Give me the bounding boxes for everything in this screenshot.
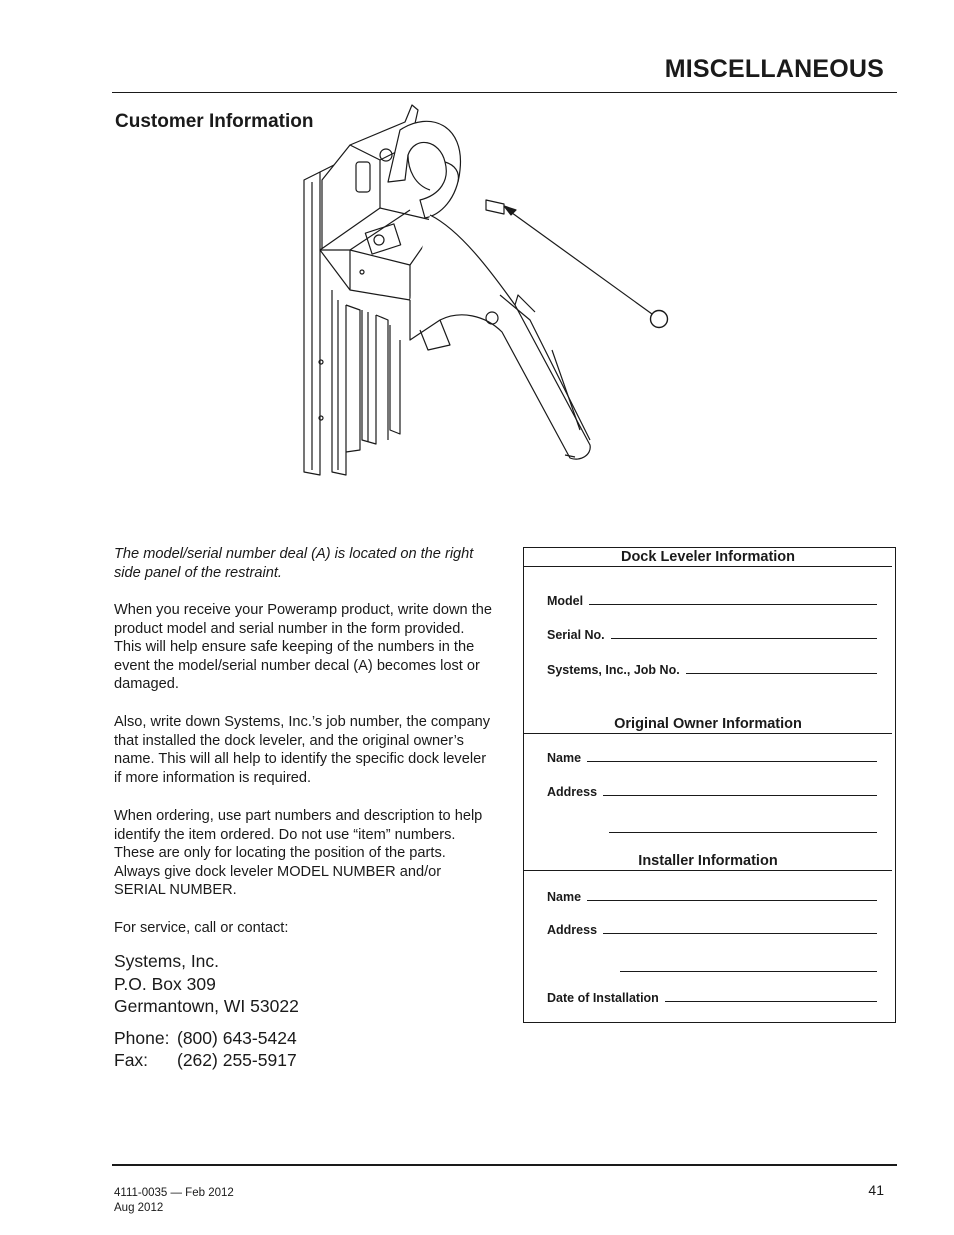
fax-row [114, 1049, 299, 1072]
serial-number-field[interactable] [547, 628, 877, 642]
dock-leveler-heading: Dock Leveler Information [524, 549, 892, 567]
service-text: For service, call or contact: [114, 920, 289, 936]
phone-label: Phone: [114, 1027, 170, 1048]
callout-circle-icon [651, 311, 668, 328]
installer-address-line-2[interactable] [620, 971, 877, 972]
doc-id: 4111-0035 — Feb 2012 [114, 1187, 234, 1199]
field-label: Serial No. [547, 628, 605, 642]
section-title: MISCELLANEOUS [664, 55, 884, 83]
contact-block [114, 950, 299, 1072]
owner-address-field[interactable] [547, 785, 877, 799]
figure-caption [114, 545, 494, 582]
model-field[interactable] [547, 594, 877, 608]
owner-name-field[interactable] [547, 751, 877, 765]
write-in-line[interactable] [611, 637, 877, 639]
revision-date: Aug 2012 [114, 1201, 164, 1214]
field-label: Name [547, 890, 582, 904]
phone-row [114, 1027, 299, 1050]
write-in-line[interactable] [589, 603, 877, 605]
phone-number: (800) 643-5424 [177, 1027, 297, 1048]
installation-date-field[interactable] [547, 991, 877, 1005]
write-in-line[interactable] [665, 1000, 877, 1002]
header-rule [112, 92, 897, 93]
document-number [114, 1186, 234, 1215]
field-label: Systems, Inc., Job No. [547, 663, 680, 677]
fax-label: Fax: [114, 1050, 149, 1070]
caption-text: The model/serial number deal (A) is located on the right side panel of the restraint. [114, 546, 474, 581]
fax-number: (262) 255-5917 [177, 1050, 297, 1070]
write-in-line[interactable] [603, 932, 877, 934]
job-number-field[interactable] [547, 663, 877, 677]
paragraph-text: Also, write down Systems, Inc.’s job number, the company that installed the dock leveler, and the original owner’s name. This will all help to identify the specific dock leveler if more information is required. [114, 714, 491, 786]
write-in-line[interactable] [587, 899, 877, 901]
instruction-paragraph-3 [114, 807, 494, 900]
footer-rule [112, 1164, 897, 1166]
write-in-line[interactable] [686, 672, 877, 674]
subsection-title: Customer Information [115, 111, 314, 132]
company-name: Systems, Inc. [114, 951, 220, 971]
write-in-line[interactable] [587, 760, 877, 762]
installer-address-field[interactable] [547, 923, 877, 937]
field-label: Date of Installation [547, 991, 659, 1005]
installer-heading: Installer Information [524, 853, 892, 871]
field-label: Address [547, 785, 598, 799]
city-state-zip: Germantown, WI 53022 [114, 996, 299, 1016]
customer-info-form [523, 547, 896, 1023]
instruction-paragraph-2 [114, 713, 494, 787]
write-in-line[interactable] [603, 794, 877, 796]
paragraph-text: When ordering, use part numbers and description to help identify the item ordered. Do not use “item” numbers. These are only for locating the position of the parts. Always give dock leveler MODEL NUMBER and/or SERIAL NUMBER. [114, 808, 483, 899]
installer-name-field[interactable] [547, 890, 877, 904]
field-label: Name [547, 751, 582, 765]
page-number: 41 [868, 1182, 884, 1198]
instruction-paragraph-1 [114, 601, 494, 694]
original-owner-heading: Original Owner Information [524, 716, 892, 734]
owner-address-line-2[interactable] [609, 832, 877, 833]
field-label: Model [547, 594, 584, 608]
po-box: P.O. Box 309 [114, 973, 216, 994]
field-label: Address [547, 923, 598, 937]
service-line [114, 919, 494, 938]
restraint-illustration [290, 100, 690, 490]
paragraph-text: When you receive your Poweramp product, write down the product model and serial number in the form provided. This will help ensure safe keeping of the numbers in the event the model/serial number decal (A) becomes lost or damaged. [114, 602, 492, 693]
